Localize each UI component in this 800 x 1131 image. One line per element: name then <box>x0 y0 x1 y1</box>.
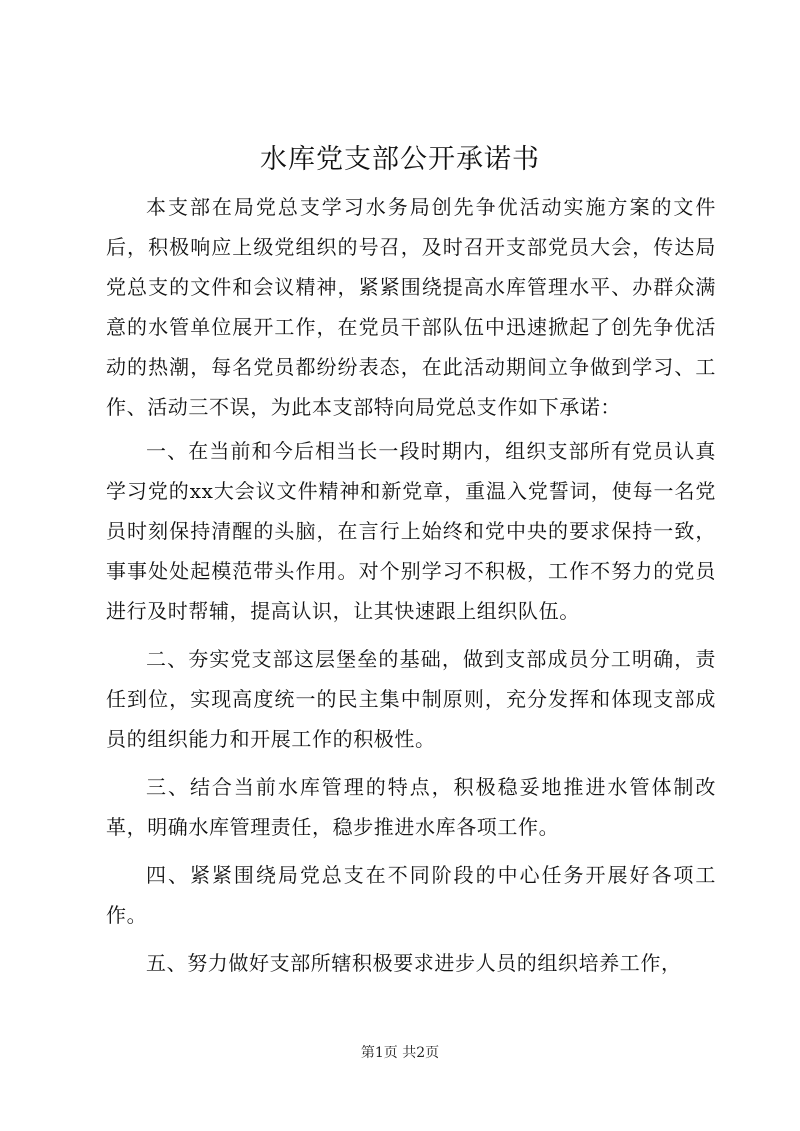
paragraph-pledge-1: 一、在当前和今后相当长一段时期内，组织支部所有党员认真学习党的xx大会议文件精神和新党章，重温入党誓词，使每一名党员时刻保持清醒的头脑，在言行上始终和党中央的要求保持一致，事事处处起模范带头作用。对个别学习不积极，工作不努力的党员进行及时帮辅，提高认识，让其快速跟上组织队伍。 <box>106 439 716 623</box>
paragraph-pledge-4: 四、紧紧围绕局党总支在不同阶段的中心任务开展好各项工作。 <box>106 863 716 927</box>
paragraph-pledge-3: 三、结合当前水库管理的特点，积极稳妥地推进水管体制改革，明确水库管理责任，稳步推进水库各项工作。 <box>106 775 716 839</box>
document-title: 水库党支部公开承诺书 <box>260 144 540 175</box>
page-number-footer: 第1页 共2页 <box>360 1045 440 1061</box>
document-body <box>106 187 716 989</box>
paragraph-pledge-2: 二、夯实党支部这层堡垒的基础，做到支部成员分工明确，责任到位，实现高度统一的民主集中制原则，充分发挥和体现支部成员的组织能力和开展工作的积极性。 <box>106 647 716 751</box>
paragraph-pledge-5: 五、努力做好支部所辖积极要求进步人员的组织培养工作， <box>146 951 682 975</box>
paragraph-intro: 本支部在局党总支学习水务局创先争优活动实施方案的文件后，积极响应上级党组织的号召，及时召开支部党员大会，传达局党总支的文件和会议精神，紧紧围绕提高水库管理水平、办群众满意的水管单位展开工作，在党员干部队伍中迅速掀起了创先争优活动的热潮，每名党员都纷纷表态，在此活动期间立争做到学习、工作、活动三不误，为此本支部特向局党总支作如下承诺： <box>106 195 716 419</box>
